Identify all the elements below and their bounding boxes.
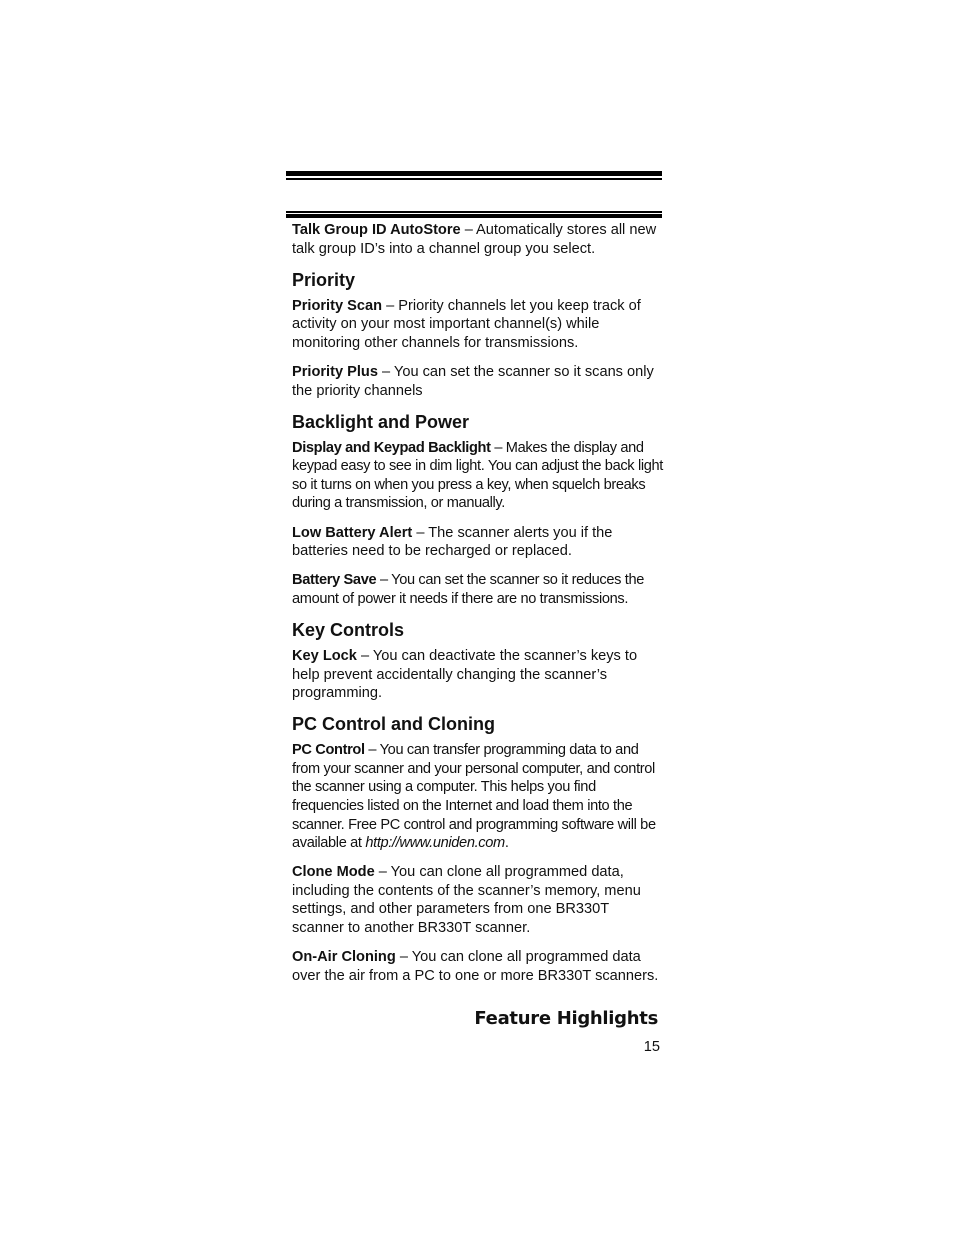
- feature-term: Talk Group ID AutoStore: [292, 222, 461, 238]
- feature-term: Display and Keypad Backlight: [292, 439, 491, 456]
- section-heading-priority: Priority: [292, 269, 356, 290]
- feature-description: – Makes the display and keypad easy to see in dim light. You can adjust the back light so it turns on when you press a key, when squelch breaks during a transmission, or manually.: [292, 439, 663, 512]
- section-heading-key-controls: Key Controls: [292, 619, 405, 640]
- header-rule-thin: [286, 178, 662, 180]
- feature-display-keypad-backlight: [292, 439, 664, 513]
- feature-pc-control: [292, 741, 664, 853]
- feature-description: – You can deactivate the scanner’s keys to help prevent accidentally changing the scanner’s programming.: [292, 647, 638, 702]
- feature-term: On-Air Cloning: [292, 949, 396, 966]
- feature-term: Priority Plus: [292, 363, 378, 380]
- feature-term: Priority Scan: [292, 297, 383, 314]
- feature-term: Low Battery Alert: [292, 524, 413, 541]
- feature-low-battery-alert: [292, 524, 664, 561]
- page-number: 15: [643, 1039, 660, 1055]
- feature-clone-mode: [292, 863, 664, 937]
- feature-term: Clone Mode: [292, 864, 375, 881]
- feature-battery-save: [292, 571, 664, 608]
- section-heading-pc-control-cloning: PC Control and Cloning: [292, 714, 495, 735]
- uniden-url-link[interactable]: http://www.uniden.com: [365, 835, 505, 852]
- feature-key-lock: [292, 647, 664, 703]
- feature-description: – Priority channels let you keep track of activity on your most important channel(s) while monitoring other channels for transmissions.: [292, 297, 641, 351]
- feature-description: – You can set the scanner so it reduces the amount of power it needs if there are no transmissions.: [292, 572, 644, 607]
- feature-description: – You can set the scanner so it scans only the priority channels: [292, 363, 654, 399]
- feature-term: Key Lock: [292, 647, 357, 664]
- feature-term: PC Control: [292, 742, 365, 759]
- feature-talk-group-autostore: [292, 221, 664, 258]
- feature-on-air-cloning: [292, 948, 664, 985]
- feature-term: Battery Save: [292, 572, 377, 589]
- header-rule-thin-lower: [286, 211, 662, 213]
- feature-description: – The scanner alerts you if the batteries need to be recharged or replaced.: [292, 524, 613, 560]
- footer-section-title: Feature Highlights: [474, 1008, 658, 1029]
- page-content: [292, 221, 664, 996]
- feature-priority-scan: [292, 297, 664, 353]
- section-heading-backlight-power: Backlight and Power: [292, 411, 470, 432]
- feature-description: – You can clone all programmed data, including the contents of the scanner’s memory, menu settings, and other parameters from one BR330T scanner to another BR330T scanner.: [292, 864, 641, 937]
- header-rule-thick: [286, 171, 662, 176]
- url-period: .: [504, 835, 509, 852]
- feature-priority-plus: [292, 363, 664, 400]
- header-rule-thick-lower: [286, 214, 662, 218]
- feature-description: – You can transfer programming data to and from your scanner and your personal computer, and control the scanner using a computer. This helps you find frequencies listed on the Internet and load them into the scanner. Free PC control and programming software will be available at: [292, 742, 656, 852]
- feature-description: – Automatically stores all new talk group ID’s into a channel group you select.: [292, 222, 657, 257]
- feature-description: – You can clone all programmed data over the air from a PC to one or more BR330T scanners.: [292, 949, 659, 984]
